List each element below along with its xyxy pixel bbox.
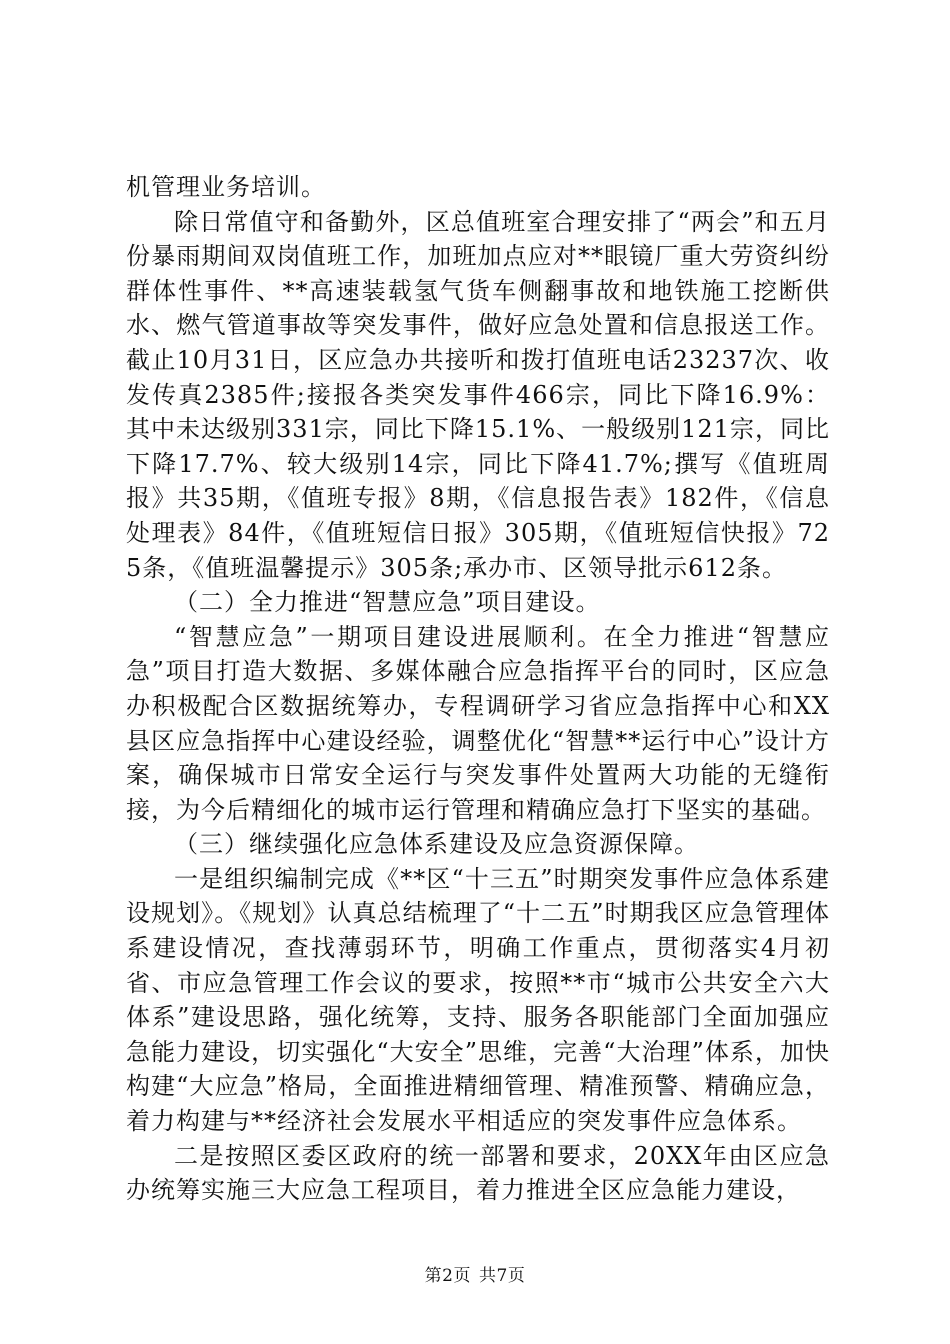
section-heading-smart-emergency: （二）全力推进“智慧应急”项目建设。 bbox=[174, 588, 601, 617]
page-number: 第2页 bbox=[424, 1266, 471, 1286]
page-total: 共7页 bbox=[479, 1266, 526, 1286]
paragraph-duty-work: 除日常值守和备勤外，区总值班室合理安排了“两会”和五月份暴雨期间双岗值班工作，加班加点应对**眼镜厂重大劳资纠纷群体性事件、**高速装载氢气货车侧翻事故和地铁施工挖断供水、燃气管道事故等突发事件，做好应急处置和信息报送工作。截止10月31日，区应急办共接听和拨打值班电话23237次、收发传真2385件;接报各类突发事件466宗，同比下降16.9%：其中未达级别331宗，同比下降15.1%、一般级别121宗，同比下降17.7%、较大级别14宗，同比下降41.7%;撰写《值班周报》共35期，《值班专报》8期，《信息报告表》182件，《信息处理表》84件，《值班短信日报》305期，《值班短信快报》725条，《值班温馨提示》305条;承办市、区领导批示612条。 bbox=[126, 207, 830, 582]
paragraph-continuation: 机管理业务培训。 bbox=[126, 173, 326, 201]
section-heading-emergency-system: （三）继续强化应急体系建设及应急资源保障。 bbox=[174, 830, 699, 859]
document-body bbox=[126, 170, 830, 1208]
paragraph-smart-emergency: “智慧应急”一期项目建设进展顺利。在全力推进“智慧应急”项目打造大数据、多媒体融合应急指挥平台的同时，区应急办积极配合区数据统筹办，专程调研学习省应急指挥中心和XX县区应急指挥中心建设经验，调整优化“智慧**运行中心”设计方案，确保城市日常安全运行与突发事件处置两大功能的无缝衔接，为今后精细化的城市运行管理和精确应急打下坚实的基础。 bbox=[126, 622, 830, 824]
paragraph-emergency-projects: 二是按照区委区政府的统一部署和要求，20XX年由区应急办统筹实施三大应急工程项目，着力推进全区应急能力建设， bbox=[126, 1141, 830, 1205]
page-footer bbox=[0, 1264, 950, 1288]
paragraph-plan-compilation: 一是组织编制完成《**区“十三五”时期突发事件应急体系建设规划》。《规划》认真总结梳理了“十二五”时期我区应急管理体系建设情况，查找薄弱环节，明确工作重点，贯彻落实4月初省、市应急管理工作会议的要求，按照**市“城市公共安全六大体系”建设思路，强化统筹，支持、服务各职能部门全面加强应急能力建设，切实强化“大安全”思维，完善“大治理”体系，加快构建“大应急”格局，全面推进精细管理、精准预警、精确应急，着力构建与**经济社会发展水平相适应的突发事件应急体系。 bbox=[126, 864, 830, 1136]
